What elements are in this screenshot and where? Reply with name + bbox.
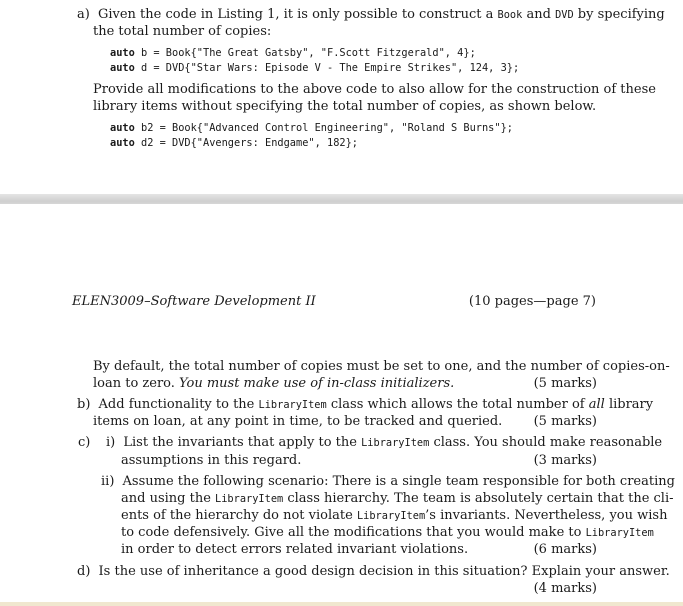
page-top bbox=[0, 0, 683, 196]
question-a-line2: the total number of copies: bbox=[93, 24, 272, 39]
running-header-course: ELEN3009–Software Development II bbox=[72, 294, 316, 309]
question-a-line1: a) Given the code in Listing 1, it is only possible to construct a Book and DVD by specifying bbox=[77, 7, 665, 22]
question-d-line1: d) Is the use of inheritance a good design decision in this situation? Explain your answer. bbox=[77, 564, 670, 579]
question-a-cont-line2: loan to zero. You must make use of in-class initializers. bbox=[93, 376, 455, 391]
question-a-cont-line1: By default, the total number of copies must be set to one, and the number of copies-on- bbox=[93, 359, 670, 374]
question-b-line1: b) Add functionality to the LibraryItem class which allows the total number of all library bbox=[77, 397, 654, 412]
marks-c-ii: (6 marks) bbox=[533, 542, 597, 557]
code-line-2: auto d = DVD{"Star Wars: Episode V - The Empire Strikes", 124, 3}; bbox=[110, 62, 520, 74]
question-c-ii-line5: in order to detect errors related invariant violations. bbox=[121, 542, 469, 557]
question-a-line4: library items without specifying the total number of copies, as shown below. bbox=[93, 99, 597, 114]
running-header-pages: (10 pages—page 7) bbox=[468, 294, 596, 309]
question-c-label: c) bbox=[78, 435, 91, 450]
marks-c-i: (3 marks) bbox=[533, 453, 597, 468]
question-a-line3: Provide all modifications to the above code to also allow for the construction of these bbox=[93, 82, 656, 97]
marks-a: (5 marks) bbox=[533, 376, 597, 391]
marks-d: (4 marks) bbox=[533, 581, 597, 596]
question-c-ii-line3: ents of the hierarchy do not violate LibraryItem’s invariants. Nevertheless, you wish bbox=[121, 508, 668, 523]
question-c-ii-line4: to code defensively. Give all the modifications that you would make to LibraryItem bbox=[121, 525, 654, 540]
question-c-i-line2: assumptions in this regard. bbox=[121, 453, 302, 468]
code-line-1: auto b = Book{"The Great Gatsby", "F.Scott Fitzgerald", 4}; bbox=[110, 47, 476, 59]
question-b-line2: items on loan, at any point in time, to be tracked and queried. bbox=[93, 414, 503, 429]
page-edge bbox=[0, 602, 683, 606]
marks-b: (5 marks) bbox=[533, 414, 597, 429]
code-line-4: auto d2 = DVD{"Avengers: Endgame", 182}; bbox=[110, 137, 358, 149]
question-c-ii-line2: and using the LibraryItem class hierarchy. The team is absolutely certain that the cli- bbox=[121, 491, 674, 506]
page-bottom bbox=[0, 204, 683, 606]
question-c-i-line1: i) List the invariants that apply to the LibraryItem class. You should make reasonable bbox=[106, 435, 663, 450]
question-c-ii-line1: ii) Assume the following scenario: There is a single team responsible for both creating bbox=[101, 474, 675, 489]
code-line-3: auto b2 = Book{"Advanced Control Engineering", "Roland S Burns"}; bbox=[110, 122, 513, 134]
